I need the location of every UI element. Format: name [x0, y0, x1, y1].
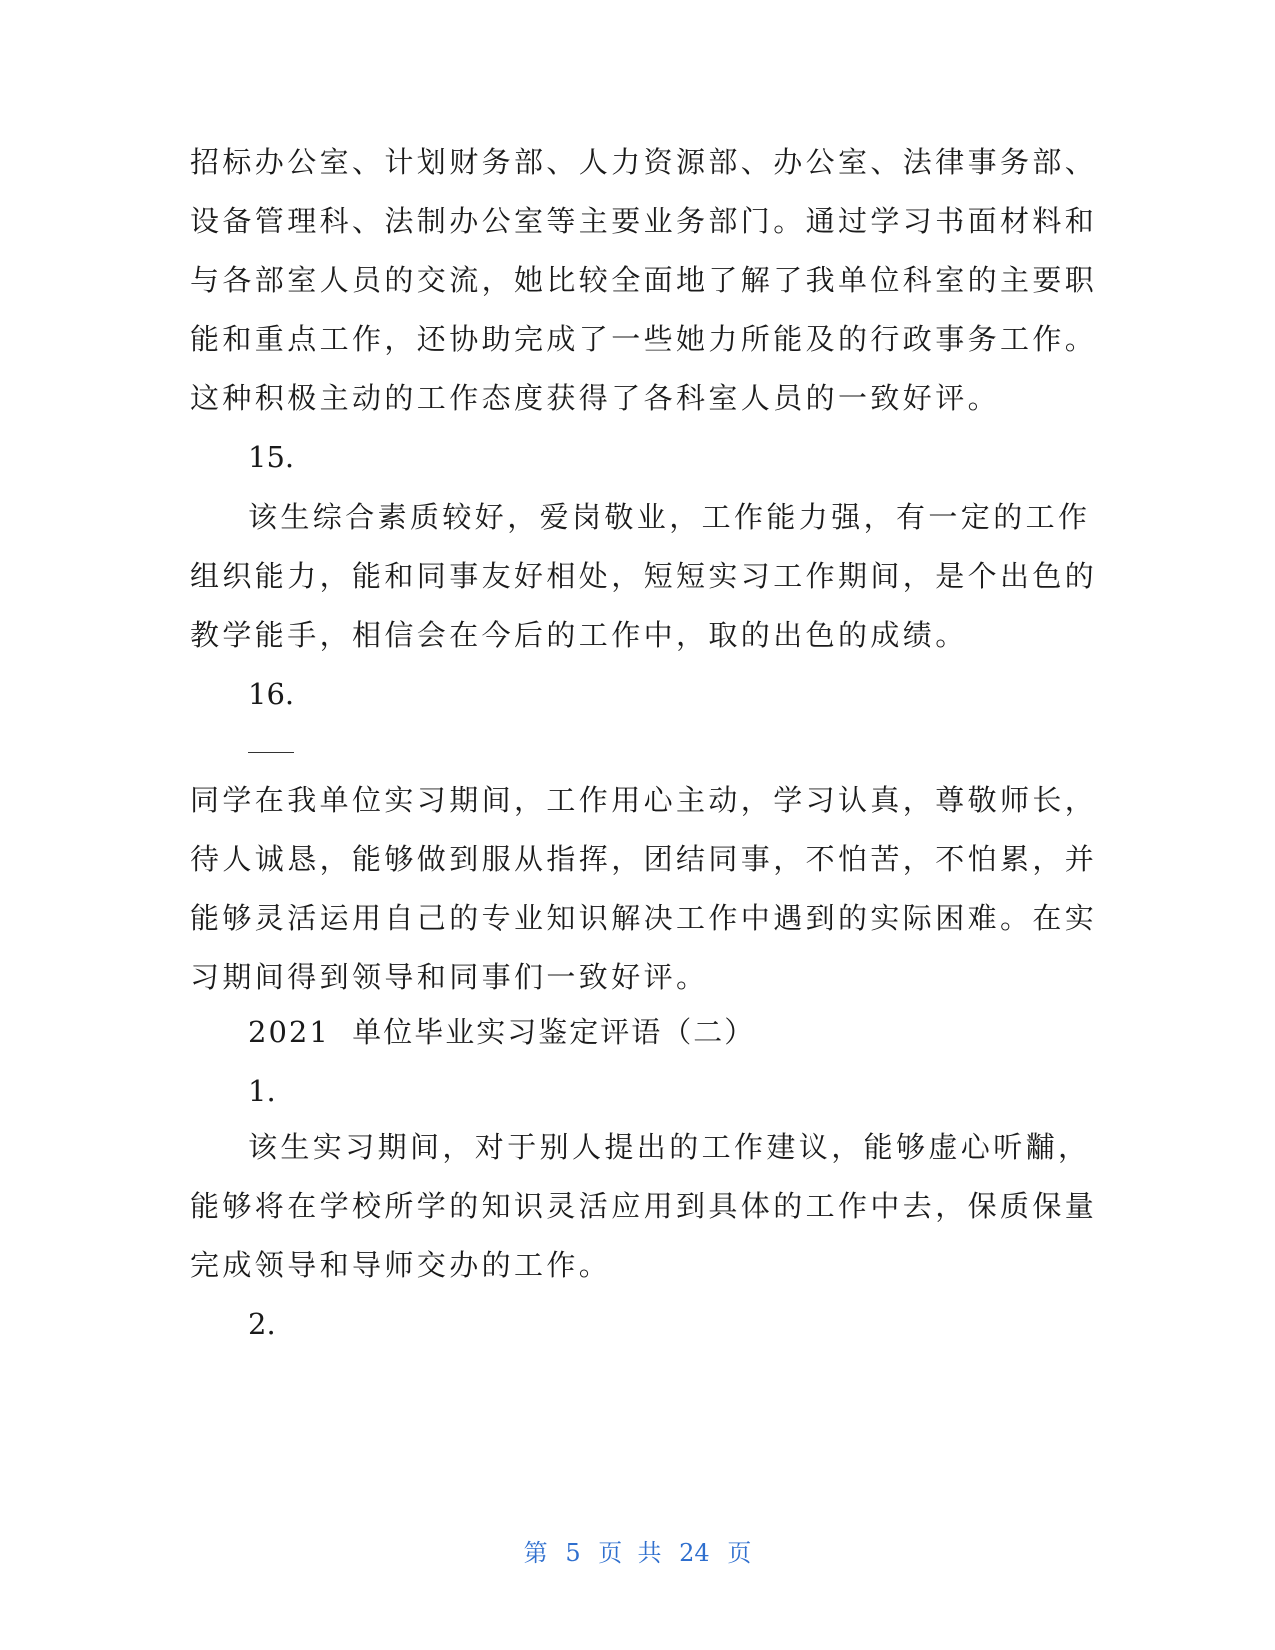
item-number: 16.	[248, 677, 295, 711]
item-number: 2.	[248, 1307, 276, 1341]
page-footer	[0, 1538, 1275, 1568]
item-number: 15.	[248, 440, 295, 474]
text-line: 习期间得到领导和同事们一致好评。	[190, 960, 709, 994]
footer-current-page: 5	[565, 1539, 581, 1567]
text-line: 能够灵活运用自己的专业知识解决工作中遇到的实际困难。在实	[190, 901, 1098, 935]
footer-suffix: 页	[727, 1539, 752, 1567]
text-line: 组织能力，能和同事友好相处，短短实习工作期间，是个出色的	[190, 559, 1098, 593]
text-line: 设备管理科、法制办公室等主要业务部门。通过学习书面材料和	[190, 204, 1098, 238]
text-line: 教学能手，相信会在今后的工作中，取的出色的成绩。	[190, 618, 968, 652]
text-line: 同学在我单位实习期间，工作用心主动，学习认真，尊敬师长，	[190, 783, 1098, 817]
text-line: 招标办公室、计划财务部、人力资源部、办公室、法律事务部、	[190, 145, 1098, 179]
footer-prefix: 第	[523, 1539, 548, 1567]
name-blank-line	[248, 752, 294, 753]
text-line: 与各部室人员的交流，她比较全面地了解了我单位科室的主要职	[190, 263, 1098, 297]
footer-middle: 页 共	[598, 1539, 662, 1567]
text-line: 完成领导和导师交办的工作。	[190, 1248, 612, 1282]
text-line: 能够将在学校所学的知识灵活应用到具体的工作中去，保质保量	[190, 1189, 1098, 1223]
text-line: 这种积极主动的工作态度获得了各科室人员的一致好评。	[190, 381, 1001, 415]
text-line: 待人诚恳，能够做到服从指挥，团结同事，不怕苦，不怕累，并	[190, 842, 1098, 876]
item-number: 1.	[248, 1074, 276, 1108]
paragraph-first-line: 该生实习期间，对于别人提出的工作建议，能够虚心听黼，	[248, 1130, 1091, 1164]
footer-total-pages: 24	[679, 1539, 710, 1567]
text-line: 能和重点工作，还协助完成了一些她力所能及的行政事务工作。	[190, 322, 1098, 356]
section-heading: 2021 单位毕业实习鉴定评语（二）	[248, 1015, 756, 1049]
paragraph-first-line: 该生综合素质较好，爱岗敬业，工作能力强，有一定的工作	[248, 500, 1091, 534]
